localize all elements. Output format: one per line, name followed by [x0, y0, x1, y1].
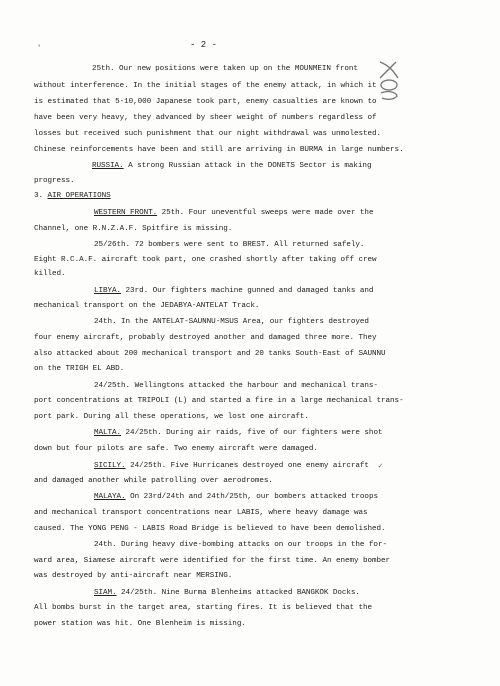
- text-line: 25/26th. 72 bombers were sent to BREST. All returned safely.: [94, 241, 365, 249]
- text-line: also attacked about 200 mechanical transport and 20 tanks South-East of SAUNNU: [34, 350, 386, 358]
- section-heading: LIBYA.: [94, 287, 122, 295]
- section-heading: WESTERN FRONT.: [94, 209, 158, 217]
- text-line: on the TRIGH EL ABD.: [34, 365, 125, 373]
- text-line: caused. The YONG PENG - LABIS Road Bridge is believed to have been demolished.: [34, 525, 386, 533]
- text-line: RUSSIA. A strong Russian attack in the DONETS Sector is making: [92, 162, 372, 170]
- section-heading: RUSSIA.: [92, 162, 124, 170]
- text-line: MALTA. 24/25th. During air raids, five of our fighters were shot: [94, 429, 383, 437]
- section-heading: MALAYA.: [94, 493, 126, 501]
- text-line: ward area, Siamese aircraft were identified for the first time. An enemy bomber: [34, 557, 391, 565]
- section-heading: SIAM.: [94, 589, 117, 597]
- text-line: MALAYA. On 23rd/24th and 24th/25th, our bombers attacked troops: [94, 493, 378, 501]
- section-heading: AIR OPERATIONS: [47, 192, 111, 200]
- handwritten-annotation-icon: [372, 58, 406, 102]
- text-line: is estimated that 5-10,000 Japanese took part, enemy casualties are known to: [34, 98, 377, 106]
- text-line: without interference. In the initial stages of the enemy attack, in which it: [34, 82, 377, 90]
- text-line: 3. AIR OPERATIONS: [34, 192, 111, 200]
- text-line: four enemy aircraft, probably destroyed another and damaged three more. They: [34, 334, 377, 342]
- text-line: Chinese reinforcements have been and still are arriving in BURMA in large numbers.: [34, 146, 404, 154]
- section-heading: MALTA.: [94, 429, 122, 437]
- text-line: power station was hit. One Blenheim is missing.: [34, 620, 246, 628]
- text-line: have been very heavy, they advanced by sheer weight of numbers regardless of: [34, 114, 377, 122]
- page-number: - 2 -: [190, 40, 218, 50]
- text-line: 25th. Our new positions were taken up on the MOUNMEIN front: [92, 65, 358, 73]
- text-line: and mechanical transport concentrations near LABIS, where heavy damage was: [34, 509, 368, 517]
- text-line: killed.: [34, 270, 66, 278]
- text-line: mechanical transport on the JEDABYA-ANTELAT Track.: [34, 302, 260, 310]
- text-line: down but four pilots are safe. Two enemy aircraft were damaged.: [34, 445, 318, 453]
- text-line: port concentrations at TRIPOLI (L) and started a fire in a large mechanical trans-: [34, 397, 404, 405]
- pencil-tick-icon: ✓: [378, 462, 383, 471]
- text-line: SIAM. 24/25th. Nine Burma Blenheims attacked BANGKOK Docks.: [94, 589, 360, 597]
- text-line: SICILY. 24/25th. Five Hurricanes destroyed one enemy aircraft: [94, 462, 369, 470]
- text-line: losses but received such punishment that our night withdrawal was unmolested.: [34, 130, 382, 138]
- margin-mark: ': [37, 45, 42, 53]
- text-line: 24/25th. Wellingtons attacked the harbour and mechanical trans-: [94, 382, 378, 390]
- text-line: was destroyed by anti-aircraft near MERSING.: [34, 572, 233, 580]
- text-line: and damaged another while patrolling over aerodromes.: [34, 477, 273, 485]
- text-line: port park. During all these operations, we lost one aircraft.: [34, 413, 309, 421]
- text-line: All bombs burst in the target area, starting fires. It is believed that the: [34, 604, 373, 612]
- text-line: WESTERN FRONT. 25th. Four uneventful sweeps were made over the: [94, 209, 374, 217]
- text-line: 24th. During heavy dive-bombing attacks on our troops in the for-: [94, 541, 387, 549]
- text-line: 24th. In the ANTELAT-SAUNNU-MSUS Area, our fighters destroyed: [94, 318, 369, 326]
- section-heading: SICILY.: [94, 462, 126, 470]
- text-line: progress.: [34, 177, 75, 185]
- text-line: LIBYA. 23rd. Our fighters machine gunned and damaged tanks and: [94, 287, 374, 295]
- text-line: Eight R.C.A.F. aircraft took part, one crashed shortly after taking off crew: [34, 256, 377, 264]
- text-line: Channel, one R.N.Z.A.F. Spitfire is missing.: [34, 225, 233, 233]
